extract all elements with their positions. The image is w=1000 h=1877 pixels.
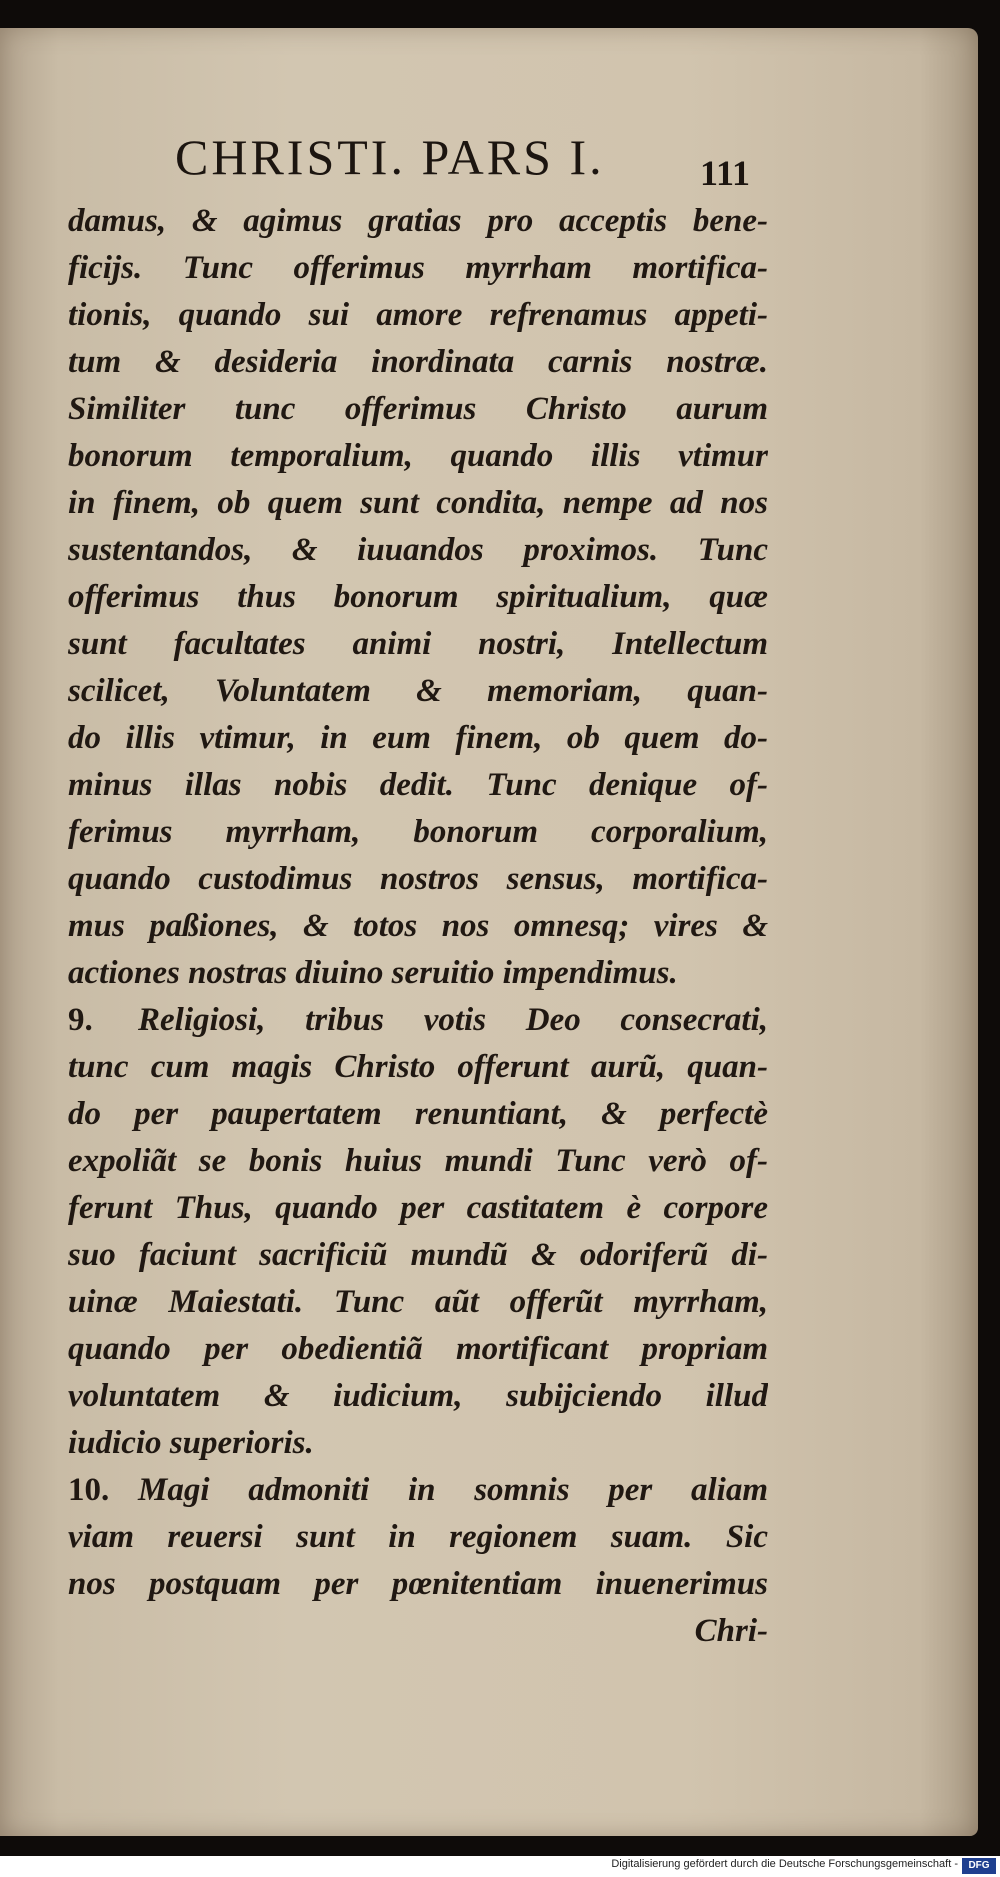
text-line: expoliãt se bonis huius mundi Tunc verò of- — [68, 1143, 768, 1179]
dfg-logo: DFG — [962, 1858, 996, 1874]
text-line: ferunt Thus, quando per castitatem è corpore — [68, 1190, 768, 1226]
funding-credit: Digitalisierung gefördert durch die Deutsche Forschungsgemeinschaft - — [611, 1858, 958, 1870]
text-line: quando custodimus nostros sensus, mortifica- — [68, 861, 768, 897]
text-line: uinæ Maiestati. Tunc aũt offerũt myrrham, — [68, 1284, 768, 1320]
text-line: mus paßiones, & totos nos omnesq; vires & — [68, 908, 768, 944]
text-line: scilicet, Voluntatem & memoriam, quan- — [68, 673, 768, 709]
text-line: actiones nostras diuino seruitio impendimus. — [68, 955, 678, 991]
text-line: viam reuersi sunt in regionem suam. Sic — [68, 1519, 768, 1555]
text-line: in finem, ob quem sunt condita, nempe ad nos — [68, 485, 768, 521]
body-text — [68, 198, 768, 1655]
text-line: do per paupertatem renuntiant, & perfectè — [68, 1096, 768, 1132]
text-line: sustentandos, & iuuandos proximos. Tunc — [68, 532, 768, 568]
text-line: tionis, quando sui amore refrenamus appeti- — [68, 297, 768, 333]
paragraph-number: 9. — [68, 1002, 93, 1038]
text-line: ficijs. Tunc offerimus myrrham mortifica- — [68, 250, 768, 286]
text-line: damus, & agimus gratias pro acceptis bene- — [68, 203, 768, 239]
text-line: tum & desideria inordinata carnis nostræ. — [68, 344, 768, 380]
text-line: bonorum temporalium, quando illis vtimur — [68, 438, 768, 474]
text-line: do illis vtimur, in eum finem, ob quem do- — [68, 720, 768, 756]
text-line: quando per obedientiã mortificant propriam — [68, 1331, 768, 1367]
catchword: Chri- — [694, 1613, 768, 1649]
text-line: minus illas nobis dedit. Tunc denique of- — [68, 767, 768, 803]
text-line: nos postquam per pœnitentiam inuenerimus — [68, 1566, 768, 1602]
text-line: voluntatem & iudicium, subijciendo illud — [68, 1378, 768, 1414]
text-line: suo faciunt sacrificiũ mundũ & odoriferũ di- — [68, 1237, 768, 1273]
paragraph-number: 10. — [68, 1472, 110, 1508]
text-line: Similiter tunc offerimus Christo aurum — [68, 391, 768, 427]
paragraph-9-first-line — [68, 997, 768, 1044]
text-line: offerimus thus bonorum spiritualium, quæ — [68, 579, 768, 615]
paragraph-10-first-line — [68, 1467, 768, 1514]
text-line: ferimus myrrham, bonorum corporalium, — [68, 814, 768, 850]
paragraph-text: Magi admoniti in somnis per aliam — [138, 1472, 768, 1508]
paragraph-text: Religiosi, tribus votis Deo consecrati, — [138, 1002, 768, 1038]
footer-bar — [0, 1856, 1000, 1877]
book-page — [0, 28, 978, 1836]
text-line: iudicio superioris. — [68, 1425, 314, 1461]
text-line: tunc cum magis Christo offerunt aurũ, quan- — [68, 1049, 768, 1085]
running-head: CHRISTI. PARS I. — [175, 129, 605, 185]
text-line: sunt facultates animi nostri, Intellectum — [68, 626, 768, 662]
page-number: 111 — [700, 153, 751, 193]
